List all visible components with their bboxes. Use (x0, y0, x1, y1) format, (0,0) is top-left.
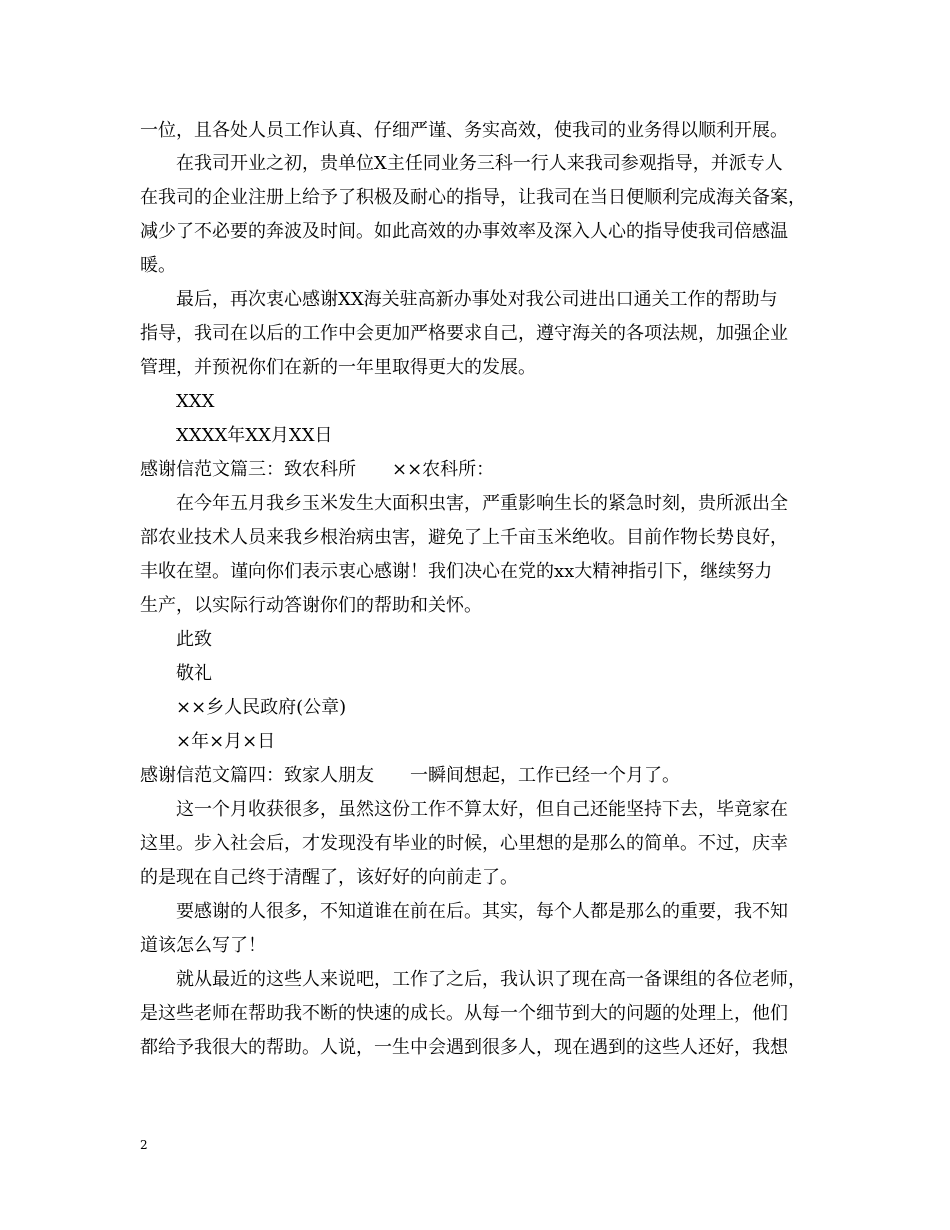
text-line: 暖。 (140, 255, 176, 276)
signature-line: XXX (176, 391, 215, 412)
date-line: XXXX年XX月XX日 (176, 425, 333, 446)
page-number: 2 (140, 1138, 148, 1152)
text-line: 道该怎么写了！ (140, 935, 266, 956)
text-line: 部农业技术人员来我乡根治病虫害，避免了上千亩玉米绝收。目前作物长势良好， (140, 527, 788, 548)
text-line: 这里。步入社会后，才发现没有毕业的时候，心里想的是那么的简单。不过，庆幸 (140, 833, 788, 854)
text-line: 要感谢的人很多，不知道谁在前在后。其实，每个人都是那么的重要，我不知 (176, 901, 788, 922)
text-line: 生产，以实际行动答谢你们的帮助和关怀。 (140, 595, 482, 616)
text-line: 最后，再次衷心感谢XX海关驻高新办事处对我公司进出口通关工作的帮助与 (176, 289, 778, 310)
text-line: 指导，我司在以后的工作中会更加严格要求自己，遵守海关的各项法规，加强企业 (140, 323, 788, 344)
signature-line: ××乡人民政府(公章) (176, 697, 347, 718)
section-heading: 感谢信范文篇三：致农科所 ××农科所： (140, 459, 495, 480)
text-line: 这一个月收获很多，虽然这份工作不算太好，但自己还能坚持下去，毕竟家在 (176, 799, 788, 820)
text-line: 在今年五月我乡玉米发生大面积虫害，严重影响生长的紧急时刻，贵所派出全 (176, 493, 788, 514)
text-line: 就从最近的这些人来说吧，工作了之后，我认识了现在高一备课组的各位老师， (176, 969, 806, 990)
text-line: 在我司开业之初，贵单位X主任同业务三科一行人来我司参观指导，并派专人 (176, 153, 783, 174)
text-line: 丰收在望。谨向你们表示衷心感谢！我们决心在党的xx大精神指引下，继续努力 (140, 561, 773, 582)
section-heading: 感谢信范文篇四：致家人朋友 一瞬间想起，工作已经一个月了。 (140, 765, 680, 786)
text-line: 在我司的企业注册上给予了积极及耐心的指导，让我司在当日便顺利完成海关备案， (140, 187, 806, 208)
date-line: ×年×月×日 (176, 731, 276, 752)
text-line: 一位，且各处人员工作认真、仔细严谨、务实高效，使我司的业务得以顺利开展。 (140, 120, 788, 141)
text-line: 管理，并预祝你们在新的一年里取得更大的发展。 (140, 357, 536, 378)
text-line: 是这些老师在帮助我不断的快速的成长。从每一个细节到大的问题的处理上，他们 (140, 1003, 788, 1024)
closing-line: 敬礼 (176, 663, 212, 684)
text-line: 减少了不必要的奔波及时间。如此高效的办事效率及深入人心的指导使我司倍感温 (140, 221, 788, 242)
text-line: 都给予我很大的帮助。人说，一生中会遇到很多人，现在遇到的这些人还好，我想 (140, 1037, 788, 1058)
text-line: 的是现在自己终于清醒了，该好好的向前走了。 (140, 867, 518, 888)
closing-line: 此致 (176, 629, 212, 650)
